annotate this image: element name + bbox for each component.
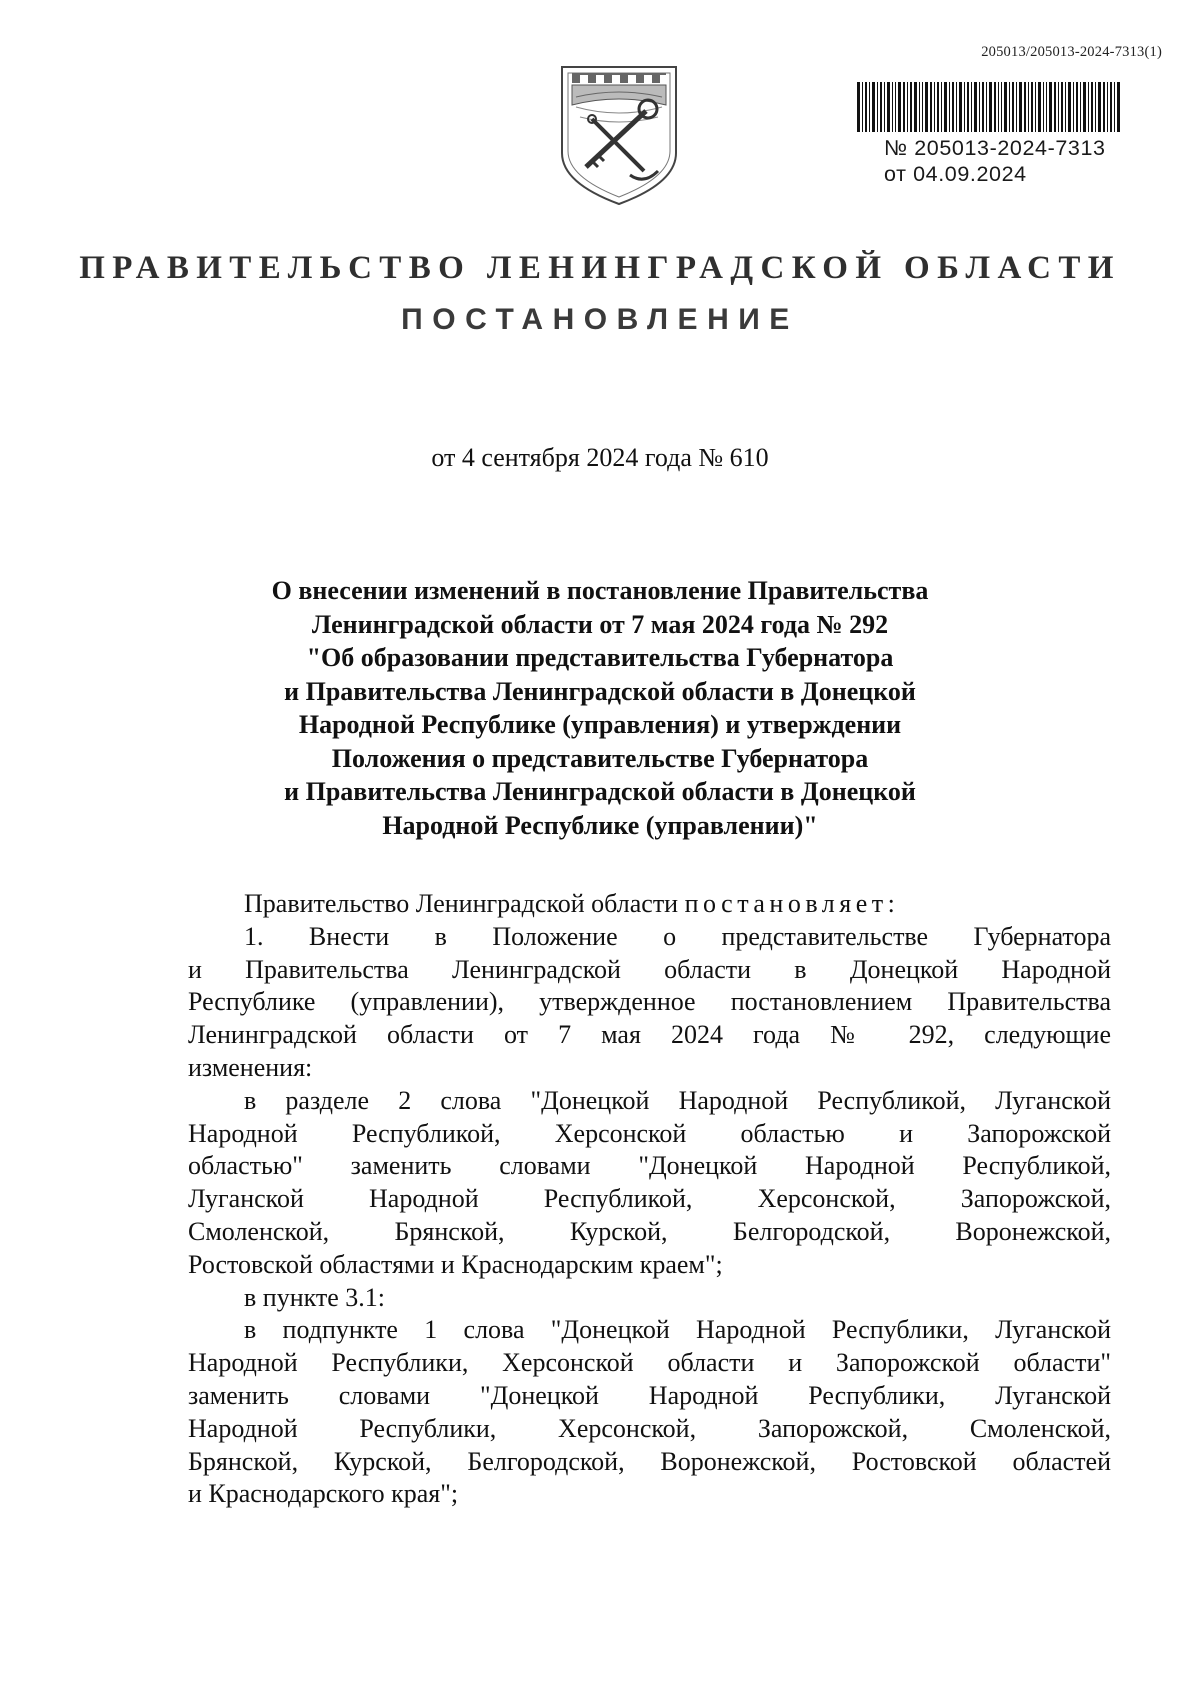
intro-prefix: Правительство Ленинградской области bbox=[244, 889, 679, 918]
body-line: в подпункте 1 слова "Донецкой Народной Республики, Луганской bbox=[244, 1315, 1111, 1345]
body-line: Народной Республики, Херсонской области и Запорожской области" bbox=[188, 1348, 1111, 1378]
registration-number: № 205013-2024-7313 bbox=[884, 136, 1106, 160]
document-date: от 4 сентября 2024 года № 610 bbox=[431, 443, 769, 472]
document-title bbox=[240, 574, 960, 842]
body-line: Народной Республики, Херсонской, Запорожской, Смоленской, bbox=[188, 1413, 1111, 1443]
body-line: заменить словами "Донецкой Народной Республики, Луганской bbox=[188, 1380, 1111, 1410]
body-line: Луганской Народной Республикой, Херсонской, Запорожской, bbox=[188, 1184, 1111, 1214]
intro-verb: постановляет: bbox=[684, 889, 900, 918]
title-line: Положения о представительстве Губернатора bbox=[331, 743, 869, 773]
body-line: Республике (управлении), утвержденное постановлением Правительства bbox=[188, 987, 1111, 1017]
body-line: Смоленской, Брянской, Курской, Белгородской, Воронежской, bbox=[188, 1216, 1111, 1246]
title-line: Ленинградской области от 7 мая 2024 года № 292 bbox=[311, 609, 889, 639]
barcode-icon bbox=[857, 82, 1121, 132]
document-body bbox=[188, 888, 1111, 1511]
body-line: областью" заменить словами "Донецкой Народной Республикой, bbox=[188, 1151, 1111, 1181]
title-line: Народной Республике (управления) и утверждении bbox=[298, 710, 902, 739]
intro-line bbox=[188, 888, 1111, 921]
coat-of-arms-leningrad-oblast-icon bbox=[558, 63, 680, 205]
document-id: 205013/205013-2024-7313(1) bbox=[981, 44, 1162, 60]
registration-date: от 04.09.2024 bbox=[884, 162, 1027, 186]
title-line: и Правительства Ленинградской области в Донецкой bbox=[284, 777, 916, 806]
body-line: 1. Внести в Положение о представительстве Губернатора bbox=[244, 921, 1111, 951]
body-line: Брянской, Курской, Белгородской, Воронежской, Ростовской областей bbox=[188, 1446, 1111, 1476]
title-line: и Правительства Ленинградской области в Донецкой bbox=[284, 676, 916, 706]
body-line: в пункте 3.1: bbox=[244, 1282, 386, 1312]
body-line: Ленинградской области от 7 мая 2024 года № 292, следующие bbox=[188, 1020, 1111, 1050]
body-line: и Правительства Ленинградской области в Донецкой Народной bbox=[188, 954, 1111, 984]
title-line: О внесении изменений в постановление Правительства bbox=[271, 576, 929, 605]
title-line: Народной Республике (управлении)" bbox=[382, 810, 818, 840]
body-line: изменения: bbox=[188, 1052, 313, 1082]
body-line: и Краснодарского края"; bbox=[188, 1479, 459, 1509]
body-line: в разделе 2 слова "Донецкой Народной Республикой, Луганской bbox=[244, 1085, 1111, 1115]
body-line: Народной Республикой, Херсонской областью и Запорожской bbox=[188, 1118, 1111, 1148]
body-line: Ростовской областями и Краснодарским краем"; bbox=[188, 1249, 723, 1279]
organization-name: ПРАВИТЕЛЬСТВО ЛЕНИНГРАДСКОЙ ОБЛАСТИ bbox=[79, 250, 1121, 286]
document-type: ПОСТАНОВЛЕНИЕ bbox=[401, 303, 799, 336]
title-line: "Об образовании представительства Губернатора bbox=[306, 643, 894, 672]
